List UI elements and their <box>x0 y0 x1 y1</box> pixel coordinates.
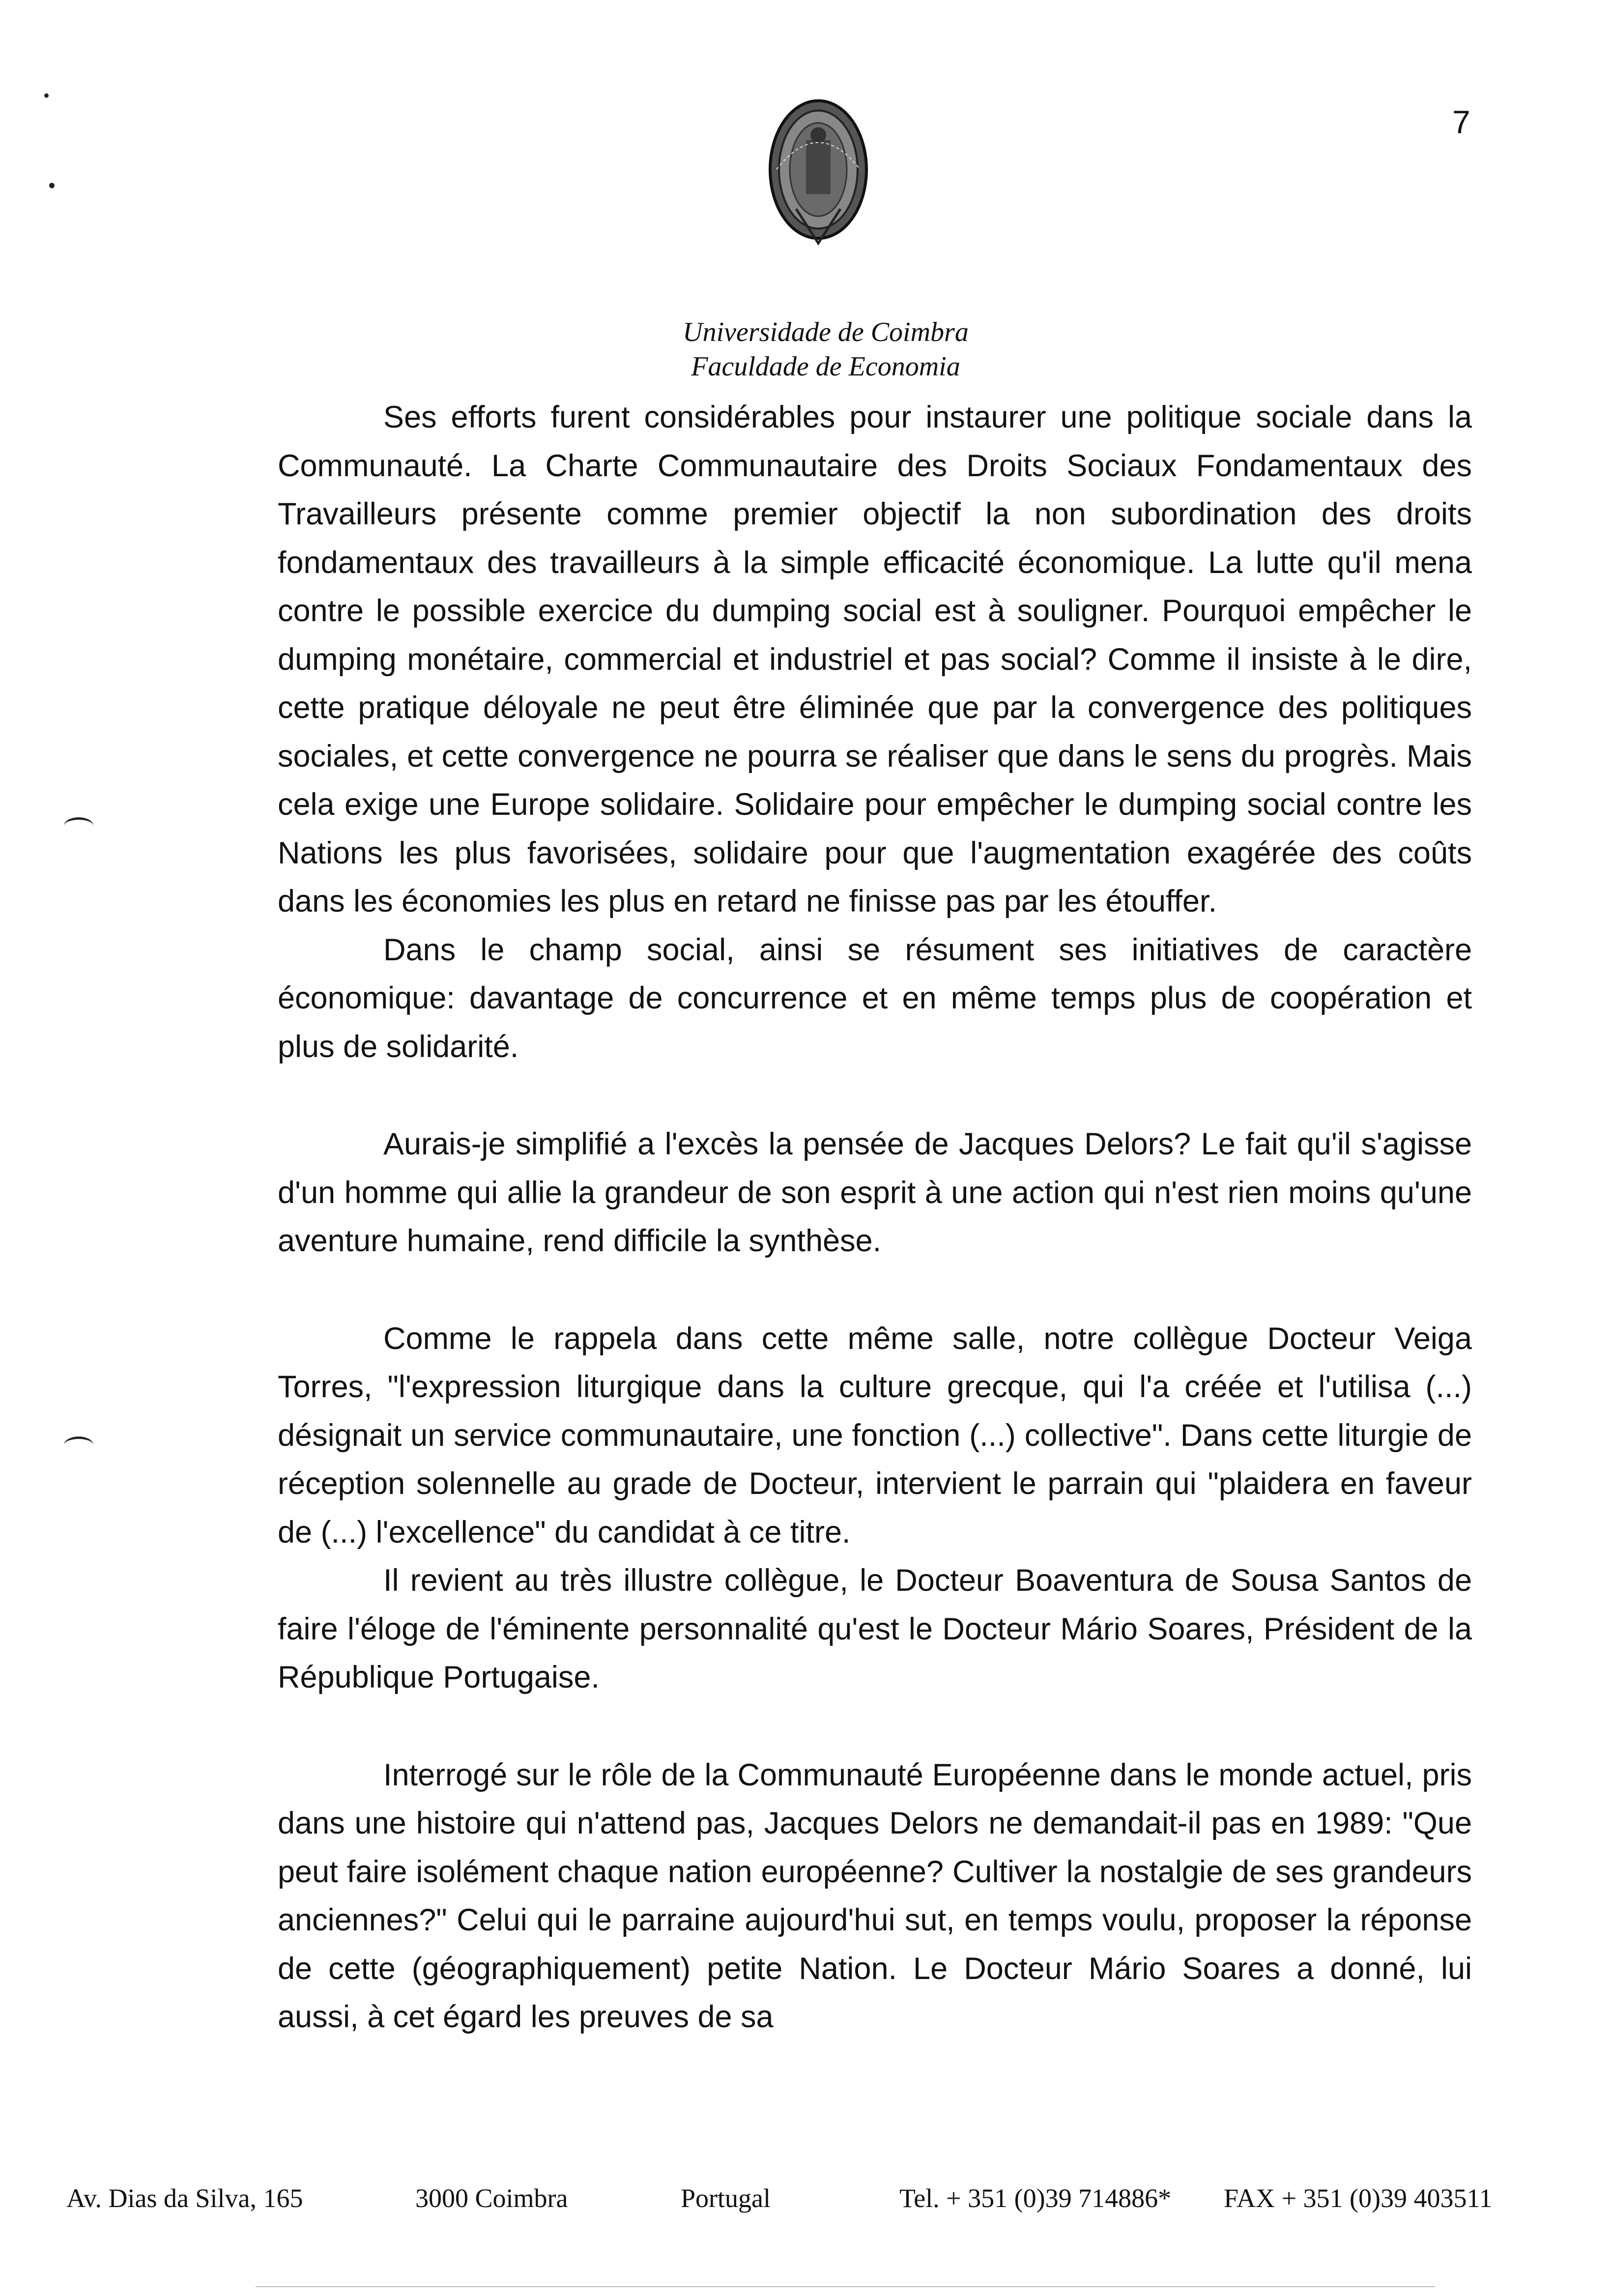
footer-address: Av. Dias da Silva, 165 <box>66 2183 303 2213</box>
university-name: Universidade de Coimbra <box>683 317 969 347</box>
footer-country: Portugal <box>681 2183 771 2213</box>
footer-fax: FAX + 351 (0)39 403511 <box>1224 2183 1493 2213</box>
scan-speck <box>44 93 49 98</box>
punch-hole-mark <box>64 817 93 834</box>
page-number: 7 <box>1452 104 1470 140</box>
punch-hole-mark <box>64 1436 93 1454</box>
faculty-name: Faculdade de Economia <box>691 351 960 382</box>
paragraph-6: Interrogé sur le rôle de la Communauté Européenne dans le monde actuel, pris dans une histoire qui n'attend pas, Jacques Delors ne demandait-il pas en 1989: "Que peut faire isolément chaque nation européenne? Cultiver la nostalgie de ses grandeurs anciennes?" Celui qui le parraine aujourd'hui sut, en temps voulu, proposer la réponse de cette (géographiquement) petite Nation. Le Docteur Mário Soares a donné, lui aussi, à cet égard les preuves de sa <box>278 1757 1472 2034</box>
paragraph-2: Dans le champ social, ainsi se résument ses initiatives de caractère économique: davantage de concurrence et en même temps plus de coopération et plus de solidarité. <box>278 932 1472 1064</box>
university-seal-icon <box>767 96 870 253</box>
footer-city: 3000 Coimbra <box>415 2183 568 2213</box>
paragraph-3: Aurais-je simplifié a l'excès la pensée de Jacques Delors? Le fait qu'il s'agisse d'un homme qui allie la grandeur de son esprit à une action qui n'est rien moins qu'une aventure humaine, rend difficile la synthèse. <box>278 1127 1472 1258</box>
paragraph-1: Ses efforts furent considérables pour instaurer une politique sociale dans la Communauté. La Charte Communautaire des Droits Sociaux Fondamentaux des Travailleurs présente comme premier objectif la non subordination des droits fondamentaux des travailleurs à la simple efficacité économique. La lutte qu'il mena contre le possible exercice du dumping social est à souligner. Pourquoi empêcher le dumping monétaire, commercial et industriel et pas social? Comme il insiste à le dire, cette pratique déloyale ne peut être éliminée que par la convergence des politiques sociales, et cette convergence ne pourra se réaliser que dans le sens du progrès. Mais cela exige une Europe solidaire. Solidaire pour empêcher le dumping social contre les Nations les plus favorisées, solidaire pour que l'augmentation exagérée des coûts dans les économies les plus en retard ne finisse pas par les étouffer. <box>278 400 1472 918</box>
footer-tel: Tel. + 351 (0)39 714886* <box>899 2183 1172 2213</box>
letter-body <box>278 393 1472 2041</box>
footer <box>0 2183 1612 2222</box>
paragraph-4: Comme le rappela dans cette même salle, notre collègue Docteur Veiga Torres, "l'expression liturgique dans la culture grecque, qui l'a créée et l'utilisa (...) désignait un service communautaire, une fonction (...) collective". Dans cette liturgie de réception solennelle au grade de Docteur, intervient le parrain qui "plaidera en faveur de (...) l'excellence" du candidat à ce titre. <box>278 1321 1472 1550</box>
paragraph-5: Il revient au très illustre collègue, le Docteur Boaventura de Sousa Santos de faire l'éloge de l'éminente personnalité qu'est le Docteur Mário Soares, Président de la République Portugaise. <box>278 1563 1472 1694</box>
scan-speck <box>49 183 55 188</box>
bottom-rule <box>256 2286 1435 2287</box>
